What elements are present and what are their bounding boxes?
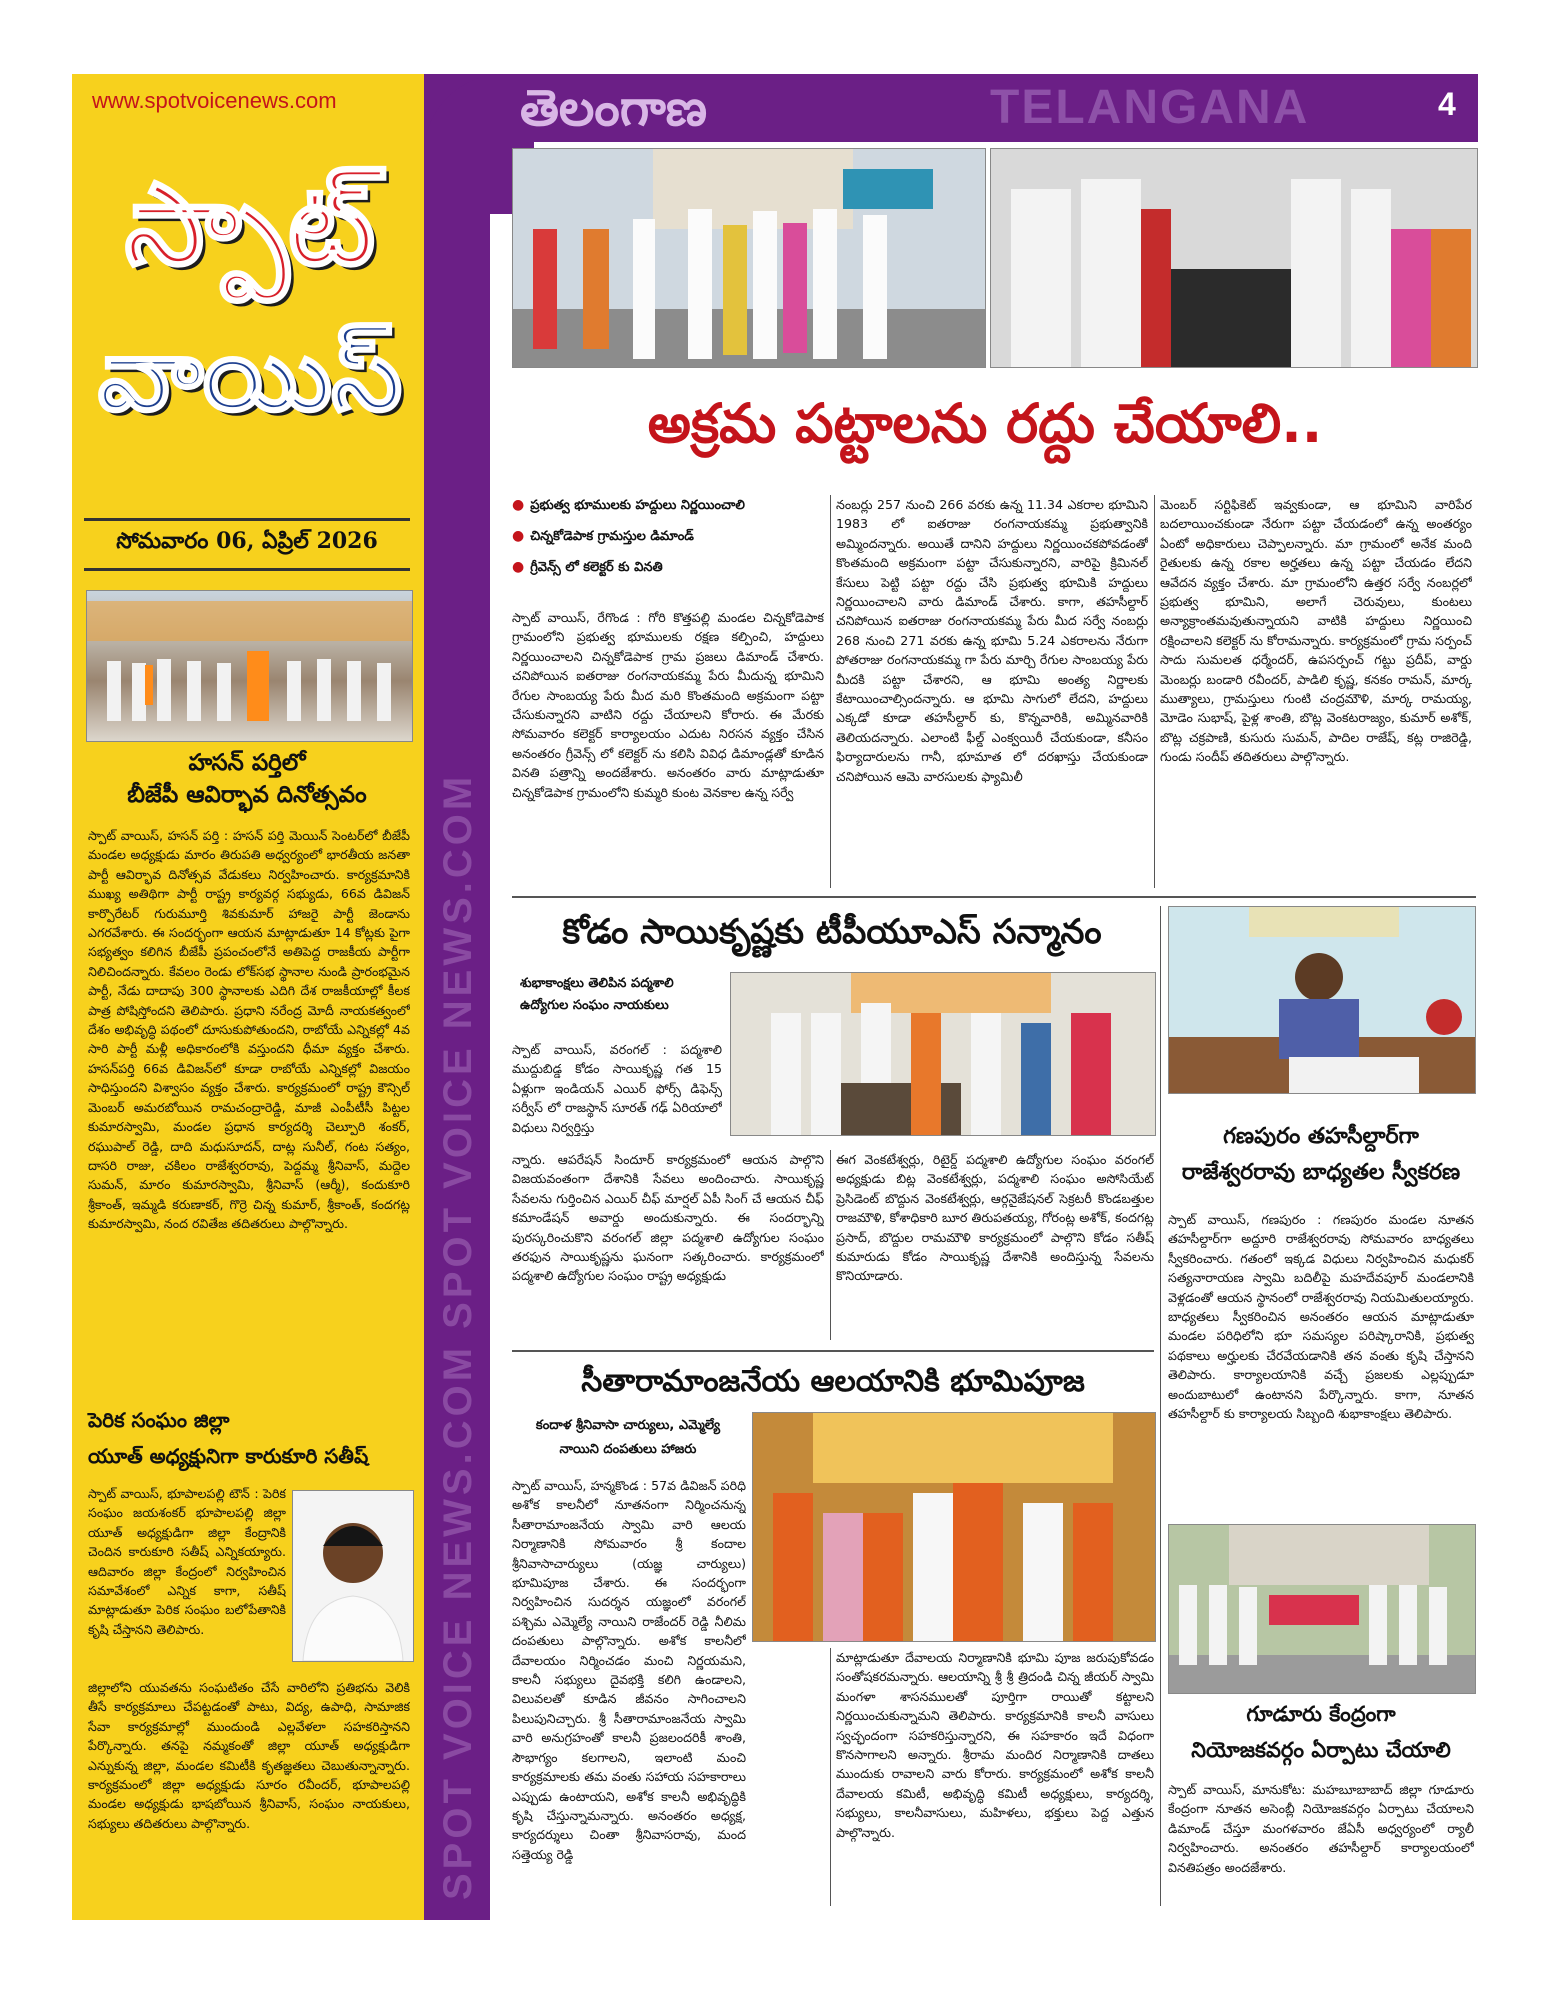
grievance-group-photo-icon: [991, 149, 1477, 367]
story-ganapuram-headline2: రాజేశ్వరరావు బాధ్యతల స్వీకరణ: [1181, 1160, 1461, 1185]
side-watermark: SPOT VOICE NEWS.COM SPOT VOICE NEWS.COM: [436, 772, 480, 1900]
story-perika-headline2: యూత్ అధ్యక్షునిగా కారుకూరి సతీష్: [88, 1444, 369, 1468]
date-rule-top: [84, 518, 410, 521]
photo-grievance-petition: [990, 148, 1478, 368]
bullet-3: [512, 552, 812, 583]
bullet-dot-icon: ●: [512, 497, 525, 513]
story-kodam-body-col1: న్నారు. ఆపరేషన్ సిందూర్ కార్యక్రమంలో ఆయన పాల్గొని విజయవంతంగా దేశానికి సేవలు అందించారు. సాయికృష్ణ సేవలను గుర్తించిన ఎయిర్ చీఫ్ మార్షల్ ఏపీ సింగ్ చే ఆయన చీఫ్ కమాండేషన్ అవార్డు అందుకున్నారు. ఈ సందర్భాన్ని పురస్కరించుకొని వరంగల్ జిల్లా పద్మశాలి ఉద్యోగుల సంఘం తరఫున సాయికృష్ణను ఘనంగా సత్కరించారు. కార్యక్రమంలో పద్మశాలి ఉద్యోగుల సంఘం రాష్ట్ర అధ్యక్షుడు: [512, 1152, 824, 1284]
photo-collectorate-protest: [512, 148, 986, 368]
story-kodam-body-col2: ఈగ వెంకటేశ్వర్లు, రిటైర్డ్ పద్మశాలి ఉద్యోగుల సంఘం వరంగల్ అధ్యక్షుడు బిట్ల వెంకటేశ్వర్లు, పద్మశాలి సంఘం అసోసియేట్ ప్రెసిడెంట్ బొద్దున వెంకటేశ్వర్లు, ఆర్గనైజేషనల్ సెక్రటరీ కొండబత్తుల రాజమౌళి, కోశాధికారి బూర తిరుపతయ్య, గోరంట్ల అశోక్, కందగట్ల ప్రసాద్, బొద్దుల రామమౌళి కార్యక్రమంలో పాల్గొని కోడం సతీష్ కుమారుడు కోడం సాయికృష్ణ దేశానికి అందిస్తున్న సేవలను కొనియాడారు.: [836, 1152, 1154, 1284]
bullet-2-text: చిన్నకోడెపాక గ్రామస్తుల డిమాండ్: [530, 529, 694, 544]
section-rule-1: [512, 896, 1476, 898]
section-rule-2: [512, 1350, 1154, 1352]
story-temple-body-right: మాట్లాడుతూ దేవాలయ నిర్మాణానికి భూమి పూజ జరుపుకోవడం సంతోషకరమన్నారు. ఆలయాన్ని శ్రీ శ్రీ త్రిదండి చిన్న జీయర్ స్వామి మంగళా శాసనములతో పూర్తిగా రాయితో కట్టాలని నిర్ణయించుకున్నామని తెలిపారు. కార్యక్రమానికి కాలనీ వాసులు స్వచ్ఛందంగా సహకరిస్తున్నారని, ఈ సహకారం ఇదే విధంగా కొనసాగాలని అన్నారు. శ్రీరామ మందిర నిర్మాణానికి దాతలు ముందుకు రావాలని వారు కోరారు. కార్యక్రమంలో అశోక కాలనీ దేవాలయ కమిటీ, అభివృద్ధి కమిటీ అధ్యక్షులు, కార్యదర్శి, సభ్యులు, కాలనీవాసులు, మహిళలు, భక్తులు పెద్ద ఎత్తున పాల్గొన్నారు.: [836, 1650, 1154, 1840]
edition-date: సోమవారం 06, ఏప్రిల్ 2026: [116, 528, 378, 554]
photo-gudur-rally: [1168, 1524, 1476, 1694]
main-col-divider-2: [1154, 495, 1155, 888]
tahsildar-office-photo-icon: [1169, 907, 1475, 1093]
temple-col-divider: [830, 1648, 831, 1906]
site-url[interactable]: www.spotvoicenews.com: [92, 88, 337, 113]
date-rule-bottom: [84, 568, 410, 571]
photo-kodam-felicitation: [730, 972, 1156, 1136]
main-story-col1: స్పాట్ వాయిస్, రేగొండ : గోరి కొత్తపల్లి మండల చిన్నకోడెపాక గ్రామంలోని ప్రభుత్వ భూములకు రక్షణ కల్పించి, హద్దులు నిర్ణయించాలని చిన్నకోడెపాక గ్రామ ప్రజలు డిమాండ్ చేశారు. చనిపోయిన ఐతరాజు రంగనాయకమ్మ పేరు మీదున్న భూమిని రేగుల సాంబయ్య పేరు మీద మరి కొంతమంది అక్రమంగా పట్టా చేసుకున్నారని వాటిని రద్దు చేయాలని కోరారు. ఈ మేరకు సోమవారం కలెక్టర్ కార్యాలయం ఎదుట నిరసన వ్యక్తం చేసిన అనంతరం గ్రీవెన్స్ లో కలెక్టర్ ను కలిసి వివిధ డిమాండ్లతో కూడిన వినతి పత్రాన్ని అందజేశారు. అనంతరం వారు మాట్లాడుతూ చిన్నకోడెపాక గ్రామంలోని కుమ్మరి కుంట వెనకాల ఉన్న సర్వే: [512, 610, 824, 800]
story-ganapuram-headline1: గణపురం తహసీల్దార్‌గా: [1223, 1124, 1419, 1149]
bullet-1-text: ప్రభుత్వ భూములకు హద్దులు నిర్ణయించాలి: [530, 498, 745, 513]
rally-group-photo-icon: [1169, 1525, 1475, 1693]
bullet-dot-icon: ●: [512, 528, 525, 544]
protest-group-photo-icon: [513, 149, 985, 367]
story-kodam-subhead2: ఉద్యోగుల సంఘం నాయకులు: [520, 998, 669, 1013]
story-perika-body-bottom: జిల్లాలోని యువతను సంఘటితం చేసే వారిలోని ప్రతిభను వెలికి తీసే కార్యక్రమాలు చేపట్టడంతో పాటు, విద్య, ఉపాధి, సామాజిక సేవా కార్యక్రమాల్లో ముందుండి ఎల్లవేళలా సహకరిస్తానని పేర్కొన్నారు. తనపై నమ్మకంతో జిల్లా యూత్ అధ్యక్షుడిగా ఎన్నుకున్న జిల్లా, మండల కమిటీకి కృతజ్ఞతలు చెబుతున్నాన్నారు. కార్యక్రమంలో జిల్లా అధ్యక్షుడు సూరం రవీందర్, భూపాలపల్లి మండల అధ్యక్షుడు భాషబోయిన శ్రీనివాస్, సంఘం నాయకులు, సభ్యులు తదితరులు పాల్గొన్నారు.: [88, 1680, 410, 1831]
bullet-dot-icon: ●: [512, 559, 525, 575]
story-hasanparthi-headline1: హసన్ పర్తిలో: [188, 750, 306, 776]
section-title-english: TELANGANA: [990, 81, 1310, 134]
photo-temple-bhoomipuja: [752, 1412, 1156, 1642]
story-temple-subhead2: నాయిని దంపతులు హాజరు: [559, 1442, 697, 1457]
bullet-2: [512, 521, 812, 552]
photo-tahsildar: [1168, 906, 1476, 1094]
story-kodam-headline: కోడం సాయికృష్ణకు టీపీయూఎస్ సన్మానం: [562, 912, 1102, 952]
right-col-divider: [1160, 906, 1161, 1906]
main-story-col2: నంబర్లు 257 నుంచి 266 వరకు ఉన్న 11.34 ఎకరాల భూమిని 1983 లో ఐతరాజు రంగనాయకమ్మ ప్రభుత్వానికి అమ్మిందన్నారు. అయితే దానిని హద్దులు నిర్ణయించకపోవడంతో కొంతమంది అక్రమంగా పట్టా చేసుకున్నారని, వారిపై క్రిమినల్ కేసులు పెట్టి పట్టా రద్దు చేసి ప్రభుత్వ భూమికి హద్దులు నిర్ణయించాలని వారు డిమాండ్ చేశారు. కాగా, తహసీల్దార్ చనిపోయిన ఐతరాజు రంగనాయకమ్మ పేరు మీద సర్వే నంబర్లు 268 నుంచి 271 వరకు ఉన్న భూమి 5.24 ఎకరాలను నేరుగా పోతరాజు రంగనాయకమ్మ గా పేరు మార్చి రేగుల సాంబయ్య పేరు మీదకి పట్టా చేశారని, ఆ భూమి అంత్య నిర్ణాలకు కేటాయించాల్సిందన్నారు. ఆ భూమి సాగులో లేదని, హద్దులు ఎక్కడో కూడా తహసీల్దార్ కు, కొన్నవారికి, అమ్మినవారికి తెలియదన్నారు. ఎలాంటి ఫీల్డ్ ఎంక్వయిరీ చేయకుండా, కనీసం ఫిర్యాదారులను గానీ, భూమాత లో దరఖాస్తు చేయకుండా చనిపోయిన ఆమె వారసులకు ఫ్యామిలీ: [836, 497, 1148, 784]
story-ganapuram-body: స్పాట్ వాయిస్, గణపురం : గణపురం మండల నూతన తహసీల్దార్‌గా అద్దూరి రాజేశ్వరరావు సోమవారం బాధ్యతలు స్వీకరించారు. గతంలో ఇక్కడ విధులు నిర్వహించిన మధుకర్ సత్యనారాయణ స్వామి బదిలీపై మహదేవపూర్ మండలానికి వెళ్లడంతో ఆయన స్థానంలో రాజేశ్వరరావు నియమితులయ్యారు. బాధ్యతలు స్వీకరించిన అనంతరం ఆయన మాట్లాడుతూ మండల పరిధిలోని భూ సమస్యల పరిష్కారానికి, ప్రభుత్వ పథకాలు అర్హులకు చేరవేయడానికి తన వంతు కృషి చేస్తానని తెలిపారు. కార్యాలయానికి వచ్చే ప్రజలకు ఎల్లప్పుడూ అందుబాటులో ఉంటానని పేర్కొన్నారు. కాగా, నూతన తహసీల్దార్ కు కార్యాలయ సిబ్బంది శుభాకాంక్షలు తెలిపారు.: [1168, 1212, 1474, 1422]
bullet-3-text: గ్రీవెన్స్ లో కలెక్టర్ కు వినతి: [530, 560, 663, 575]
page-number: 4: [1438, 86, 1456, 122]
story-temple-headline: సీతారామాంజనేయ ఆలయానికి భూమిపూజ: [581, 1364, 1085, 1399]
story-gudur-body: స్పాట్ వాయిస్, మానుకోట: మహబూబాబాద్ జిల్లా గూడూరు కేంద్రంగా నూతన అసెంబ్లీ నియోజకవర్గం ఏర్పాటు చేయాలని డిమాండ్ చేస్తూ మంగళవారం జేఏసీ అధ్వర్యంలో ర్యాలీ నిర్వహించారు. అనంతరం తహసీల్దార్ కార్యాలయంలో వినతిపత్రం అందజేశారు.: [1168, 1782, 1474, 1875]
story-gudur-headline1: గూడూరు కేంద్రంగా: [1246, 1702, 1396, 1726]
story-perika-body-top: స్పాట్ వాయిస్, భూపాలపల్లి టౌన్ : పెరిక సంఘం జయశంకర్ భూపాలపల్లి జిల్లా యూత్ అధ్యక్షుడిగా జిల్లా కేంద్రానికి చెందిన కారుకూరి సతీష్ ఎన్నికయ్యారు. ఆదివారం జిల్లా కేంద్రంలో నిర్వహించిన సమావేశంలో ఎన్నిక కాగా, సతీష్ మాట్లాడుతూ పెరిక సంఘం బలోపేతానికి కృషి చేస్తానని తెలిపారు.: [88, 1486, 286, 1637]
story-perika-headline1: పెరిక సంఘం జిల్లా: [88, 1408, 230, 1432]
masthead-line2: వాయిస్: [98, 316, 402, 433]
masthead-logo: [80, 150, 420, 500]
photo-bjp-celebration: [86, 590, 413, 742]
masthead-line1: స్పాట్: [125, 160, 375, 290]
story-kodam-body-left: స్పాట్ వాయిస్, వరంగల్ : పద్మశాలి ముద్దుబిడ్డ కోడం సాయికృష్ణ గత 15 ఏళ్లుగా ఇండియన్ ఎయిర్ ఫోర్స్ డిఫెన్స్ సర్వీస్ లో రాజస్థాన్ సూరత్ గఢ్ ఏరియాలో విధులు నిర్వర్తిస్తు: [512, 1042, 722, 1135]
photo-satish: [292, 1490, 414, 1662]
bjp-group-photo-icon: [87, 591, 412, 741]
kodam-col-divider: [830, 1150, 831, 1340]
bullet-1: [512, 490, 812, 521]
main-col-divider-1: [830, 495, 831, 888]
felicitation-group-photo-icon: [731, 973, 1155, 1135]
main-headline: అక్రమ పట్టాలను రద్దు చేయాలి..: [647, 392, 1323, 455]
section-title-telugu: తెలంగాణ: [520, 79, 708, 137]
story-kodam-subhead1: శుభాకాంక్షలు తెలిపిన పద్మశాలి: [520, 976, 674, 991]
story-hasanparthi-headline2: బీజేపీ ఆవిర్భావ దినోత్సవం: [127, 782, 367, 808]
story-hasanparthi-body: స్పాట్ వాయిస్, హసన్ పర్తి : హసన్ పర్తి మెయిన్ సెంటర్‌లో బీజేపీ మండల అధ్యక్షుడు మారం తిరుపతి అధ్వర్యంలో భారతీయ జనతా పార్టీ ఆవిర్భావ దినోత్సవ వేడుకలు నిర్వహించారు. కార్యక్రమానికి ముఖ్య అతిథిగా పార్టీ రాష్ట్ర కార్యవర్గ సభ్యుడు, 66వ డివిజన్ కార్పొరేటర్ గురుమూర్తి శివకుమార్ హాజరై పార్టీ జెండాను ఎగరవేశారు. ఈ సందర్భంగా ఆయన మాట్లాడుతూ 14 కోట్లకు పైగా సభ్యత్వం కలిగిన బీజేపీ ప్రపంచంలోనే అతిపెద్ద రాజకీయ పార్టీగా నిలిచిందన్నారు. కేవలం రెండు లోక్‌సభ స్థానాల నుండి ప్రారంభమైన పార్టీ, నేడు దాదాపు 300 స్థానాలకు ఎదిగి దేశ రాజకీయాల్లో కీలక పాత్ర పోషిస్తోందని తెలిపారు. ప్రధాని నరేంద్ర మోదీ నాయకత్వంలో దేశం అభివృద్ధి పథంలో దూసుకుపోతుందని, రాబోయే ఎన్నికల్లో 4వ సారి పార్టీ మళ్లీ అధికారంలోకి వస్తుందని ధీమా వ్యక్తం చేశారు. హసన్‌పర్తి 66వ డివిజన్‌లో కూడా రాబోయే ఎన్నికల్లో విజయం సాధిస్తుందని విశ్వాసం వ్యక్తం చేశారు. కార్యక్రమంలో రాష్ట్ర కౌన్సిల్ మెంబర్ అమరబోయిన రామచంద్రారెడ్డి, మాజీ ఎంపీటీసీ పిట్టల కుమారస్వామి, మండల ప్రధాన కార్యదర్శి చెల్పూరి శంకర్, రఘుపాల్ రెడ్డి, దాది మధుసూదన్, దాట్ల సునీల్, గంట సత్యం, దాసరి రాజు, చకిలం రాజేశ్వరరావు, పెద్దమ్మ శ్రీనివాస్, మద్దెల సుమన్, మారం కుమారస్వామి, శ్రీనివాస్ (ఆర్మీ), కందుకూరి శ్రీకాంత్, ఇమ్మడి కరుణాకర్, గొర్రె చిన్న కుమార్, శ్రీకాంత్, కందగట్ల కుమారస్వామి, నంద రవితేజ తదితరులు పాల్గొన్నారు.: [88, 828, 410, 1232]
bhoomipuja-group-photo-icon: [753, 1413, 1155, 1641]
portrait-icon: [293, 1491, 413, 1661]
main-story-col3: మెంబర్ సర్టిఫికెట్ ఇవ్వకుండా, ఆ భూమిని వారిపేర బదలాయించకుండా నేరుగా పట్టా చేయడంలో ఉన్న అంతర్యం ఏంటో అధికారులు చెప్పాలన్నారు. మా గ్రామంలో అనేక మంది రైతులకు ఉన్న రకాల అర్హతలు ఉన్న పట్టా చేయడం లేదని ఆవేదన వ్యక్తం చేశారు. మా గ్రామంలోని ఉత్తర సర్వే నంబర్లలో ప్రభుత్వ భూమిని, అలాగే చెరువులు, కుంటలు అన్యాక్రాంతమవుతున్నాయని వాటికి హద్దులు నిర్ణయించి రక్షించాలని కలెక్టర్ ను కోరామన్నారు. కార్యక్రమంలో గ్రామ సర్పంచ్ సాదు సుమలత ధర్మేందర్, ఉపసర్పంచ్ గట్టు ప్రదీప్, వార్డు మెంబర్లు బండారి రవీందర్, పాడిలి కృష్ణ, కనకం రామన్, మార్క ముత్యాలు, గ్రామస్తులు గుంటి చంద్రమౌళి, మార్క రామయ్య, మోడెం సుభాష్, పైళ్ల శాంతి, బొట్ల వెంకటరాజ్యం, కుమార్ అశోక్, బొట్ల చక్రపాణి, కుసురు సుమన్, పాదిల రాజేష్, కట్ల రాజిరెడ్డి, గుండు సందీప్ తదితరులు పాల్గొన్నారు.: [1160, 497, 1472, 765]
story-temple-body-left: స్పాట్ వాయిస్, హన్మకొండ : 57వ డివిజన్ పరిధి అశోక కాలనీలో నూతనంగా నిర్మించనున్న సీతారామాంజనేయ స్వామి వారి ఆలయ నిర్మాణానికి సోమవారం శ్రీ కందాల శ్రీనివాసాచార్యులు (యజ్ఞ చార్యులు) భూమిపూజ చేశారు. ఈ సందర్భంగా నిర్వహించిన సుదర్శన యజ్ఞంలో వరంగల్ పశ్చిమ ఎమ్మెల్యే నాయిని రాజేందర్ రెడ్డి నీలిమ దంపతులు పాల్గొన్నారు. అశోక కాలనీలో దేవాలయం నిర్మించడం మంచి నిర్ణయమని, కాలనీ సభ్యులు దైవభక్తి కలిగి ఉండాలని, విలువలతో కూడిన జీవనం సాగించాలని పిలుపునిచ్చారు. శ్రీ సీతారామాంజనేయ స్వామి వారి అనుగ్రహంతో కాలనీ ప్రజలందరికీ శాంతి, సౌభాగ్యం కలగాలని, ఇలాంటి మంచి కార్యక్రమాలకు తమ వంతు సహాయ సహకారాలు ఎప్పుడు ఉంటాయని, అశోక కాలనీ అభివృద్ధికి కృషి చేస్తున్నామన్నారు. అనంతరం అధ్యక్ష, కార్యదర్శులు చింతా శ్రీనివాసరావు, మంద సత్తెయ్య రెడ్డి: [512, 1478, 746, 1862]
story-gudur-headline2: నియోజకవర్గం ఏర్పాటు చేయాలి: [1191, 1738, 1451, 1762]
main-bullets: [512, 490, 812, 583]
story-temple-subhead1: కందాళ శ్రీనివాసా చార్యులు, ఎమ్మెల్యే: [535, 1418, 721, 1433]
